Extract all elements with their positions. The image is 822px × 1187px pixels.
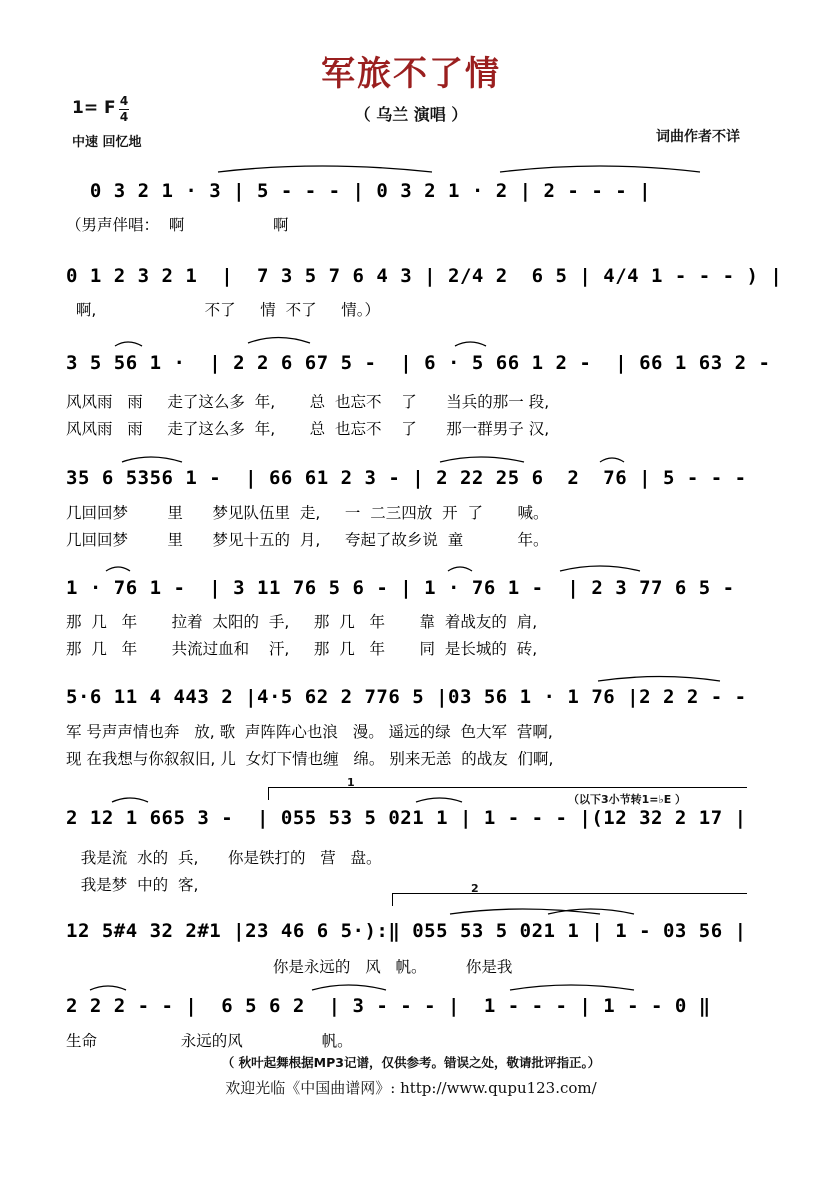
tie-arc bbox=[106, 567, 130, 571]
volta-number-2: 2 bbox=[471, 882, 479, 895]
tie-arc bbox=[600, 458, 624, 462]
time-sig-top: 4 bbox=[119, 94, 129, 108]
time-sig-bottom: 4 bbox=[119, 110, 129, 124]
notation-line-7: 2 12 1 665 3 - | 055 53 5 021 1 | 1 - - - |(12 32 2 17 | bbox=[66, 807, 747, 829]
notation-line-9: 2 2 2 - - | 6 5 6 2 | 3 - - - | 1 - - - | 1 - - 0 ‖ bbox=[66, 995, 711, 1017]
notation-line-2: 0 1 2 3 2 1 | 7 3 5 7 6 4 3 | 2/4 2 6 5 | 4/4 1 - - - ) | bbox=[66, 265, 783, 287]
tie-arc bbox=[510, 985, 634, 990]
tie-arc bbox=[112, 798, 148, 802]
lyric-line-3b: 风风雨 雨 走了这么多 年, 总 也忘不 了 那一群男子 汉, bbox=[66, 420, 550, 438]
modulation-note: （以下3小节转1=♭E ） bbox=[568, 793, 687, 806]
tie-arc bbox=[312, 985, 386, 990]
tie-arc bbox=[598, 677, 720, 682]
notation-line-4: 35 6 5356 1 - | 66 61 2 3 - | 2 22 25 6 2 76 | 5 - - - bbox=[66, 467, 747, 489]
lyric-line-2a: 啊, 不了 情 不了 情。） bbox=[66, 301, 381, 319]
tie-arc bbox=[416, 798, 462, 802]
tie-arc bbox=[248, 338, 310, 344]
tie-arc bbox=[500, 166, 700, 172]
tie-arc bbox=[455, 342, 486, 346]
author-credit: 词曲作者不详 bbox=[656, 129, 740, 145]
lyric-line-5b: 那 几 年 共流过血和 汗, 那 几 年 同 是长城的 砖, bbox=[66, 640, 538, 658]
tie-arc bbox=[90, 986, 126, 990]
tie-arc bbox=[560, 566, 640, 571]
tie-arc bbox=[440, 457, 524, 462]
notation-line-6: 5·6 11 4 443 2 |4·5 62 2 776 5 |03 56 1 · 1 76 |2 2 2 - - bbox=[66, 686, 747, 708]
lyric-line-7b: 我是梦 中的 客, bbox=[66, 876, 199, 894]
tie-arc bbox=[115, 342, 142, 346]
lyric-line-4b: 几回回梦 里 梦见十五的 月, 夸起了故乡说 童 年。 bbox=[66, 531, 549, 549]
transcription-note: （ 秋叶起舞根据MP3记谱，仅供参考。错误之处，敬请批评指正。） bbox=[221, 1055, 601, 1070]
site-credit: 欢迎光临《中国曲谱网》: http://www.qupu123.com/ bbox=[225, 1079, 597, 1097]
lyric-line-5a: 那 几 年 拉着 太阳的 手, 那 几 年 靠 着战友的 肩, bbox=[66, 613, 538, 631]
lyric-line-8a: 你是永远的 风 帆。 你是我 bbox=[66, 958, 513, 976]
notation-line-3: 3 5 56 1 · | 2 2 6 67 5 - | 6 · 5 66 1 2 - | 66 1 63 2 - bbox=[66, 352, 771, 374]
volta-number-1: 1 bbox=[347, 776, 355, 789]
lyric-line-3a: 风风雨 雨 走了这么多 年, 总 也忘不 了 当兵的那一 段, bbox=[66, 393, 550, 411]
lyric-line-6a: 军 号声声情也奔 放, 歌 声阵阵心也浪 漫。 遥远的绿 色大军 营啊, bbox=[66, 723, 553, 741]
notation-line-5: 1 · 76 1 - | 3 11 76 5 6 - | 1 · 76 1 - | 2 3 77 6 5 - bbox=[66, 577, 735, 599]
lyric-line-1a: （男声伴唱： 啊 啊 bbox=[66, 216, 289, 234]
notation-line-1: 0 3 2 1 · 3 | 5 - - - | 0 3 2 1 · 2 | 2 - - - | bbox=[66, 180, 652, 202]
tie-arc bbox=[122, 457, 182, 462]
singer-credit: （ 乌兰 演唱 ） bbox=[354, 105, 468, 124]
lyric-line-4a: 几回回梦 里 梦见队伍里 走, 一 二三四放 开 了 喊。 bbox=[66, 504, 549, 522]
notation-line-8: 12 5#4 32 2#1 |23 46 6 5·):‖ 055 53 5 021 1 | 1 - 03 56 | bbox=[66, 920, 747, 942]
key-signature: 1= F bbox=[72, 98, 116, 118]
tie-arc bbox=[448, 567, 472, 571]
tempo-marking: 中速 回忆地 bbox=[72, 135, 142, 150]
tie-arc bbox=[218, 166, 432, 172]
page-title: 军旅不了情 bbox=[321, 54, 501, 94]
lyric-line-7a: 我是流 水的 兵, 你是铁打的 营 盘。 bbox=[66, 849, 382, 867]
lyric-line-9a: 生命 永远的风 帆。 bbox=[66, 1032, 353, 1050]
lyric-line-6b: 现 在我想与你叙叙旧, 儿 女灯下情也缠 绵。 别来无恙 的战友 们啊, bbox=[66, 750, 554, 768]
